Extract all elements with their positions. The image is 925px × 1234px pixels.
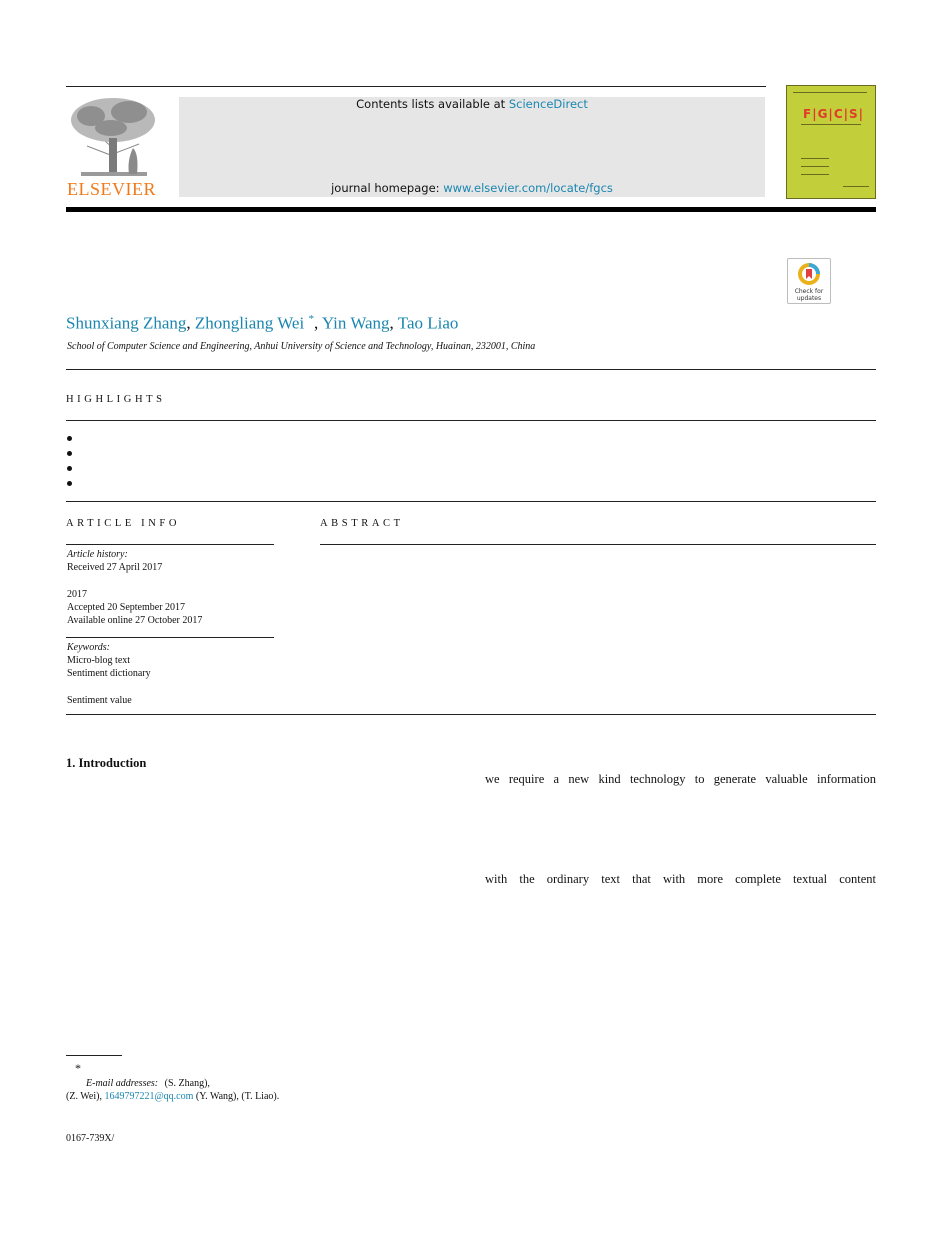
elsevier-tree-logo — [67, 96, 159, 178]
divider — [66, 544, 274, 545]
top-rule — [66, 86, 766, 87]
accepted-date: Accepted 20 September 2017 — [67, 602, 186, 613]
highlight-bullet — [67, 466, 72, 471]
divider — [66, 714, 876, 715]
keyword: Sentiment dictionary — [67, 668, 151, 679]
email-label: E-mail addresses: — [86, 1078, 159, 1089]
homepage-prefix: journal homepage: — [331, 181, 440, 195]
divider — [66, 637, 274, 638]
body-text-line: with the ordinary text that with more complete textual content — [485, 872, 876, 886]
footnote-text: (Z. Wei), — [66, 1091, 102, 1102]
author-name[interactable]: Yin Wang — [321, 313, 390, 333]
sciencedirect-link[interactable]: ScienceDirect — [508, 97, 588, 111]
keywords-label: Keywords: — [67, 642, 110, 653]
keyword: Micro-blog text — [67, 655, 131, 666]
body-text-line: we require a new kind technology to generate valuable information — [485, 772, 876, 786]
journal-homepage-link[interactable]: www.elsevier.com/locate/fgcs — [443, 181, 613, 195]
cover-line — [793, 92, 867, 93]
revised-year: 2017 — [67, 589, 87, 600]
footnote-email-line — [66, 1090, 279, 1103]
abstract-heading: ABSTRACT — [320, 518, 404, 529]
cover-line — [801, 166, 829, 167]
publisher-name: ELSEVIER — [67, 179, 156, 199]
received-date: Received 27 April 2017 — [67, 562, 163, 573]
email-link[interactable]: 1649797221@qq.com — [104, 1091, 194, 1102]
divider — [66, 369, 876, 370]
contents-line — [179, 97, 765, 111]
divider — [66, 501, 876, 502]
cover-title: F|G|C|S| — [803, 107, 865, 121]
divider — [66, 420, 876, 421]
homepage-line — [179, 181, 765, 195]
available-online-date: Available online 27 October 2017 — [67, 615, 203, 626]
cover-line — [843, 186, 869, 187]
journal-banner — [179, 97, 765, 197]
highlight-bullet — [67, 451, 72, 456]
cover-line — [801, 158, 829, 159]
check-updates-label: Check for updates — [794, 288, 824, 302]
author-name[interactable]: Zhongliang Wei — [194, 313, 305, 333]
header-thick-rule — [66, 207, 876, 212]
section-title: 1. Introduction — [66, 756, 147, 770]
author-name[interactable]: Tao Liao — [397, 313, 459, 333]
cover-line — [801, 124, 861, 125]
affiliation: School of Computer Science and Engineering, Anhui University of Science and Technology, Huainan, 232001, China — [67, 341, 536, 352]
footnote-text: (S. Zhang), — [164, 1078, 210, 1089]
highlights-heading: HIGHLIGHTS — [66, 394, 166, 405]
contents-prefix: Contents lists available at — [356, 97, 506, 111]
article-history-label: Article history: — [67, 549, 128, 560]
footnote-mark: * — [75, 1061, 81, 1075]
corresponding-author-mark[interactable]: * — [308, 313, 314, 325]
journal-cover — [786, 85, 876, 199]
issn: 0167-739X/ — [66, 1133, 115, 1144]
check-updates-icon — [797, 262, 821, 286]
cover-line — [801, 174, 829, 175]
article-info-heading: ARTICLE INFO — [66, 518, 181, 529]
highlight-bullet — [67, 481, 72, 486]
keyword: Sentiment value — [67, 695, 132, 706]
footnote-text: (Y. Wang), (T. Liao). — [195, 1091, 280, 1102]
author-list: Shunxiang Zhang, Zhongliang Wei *, Yin Wang, Tao Liao — [66, 313, 459, 333]
footnote-rule — [66, 1055, 122, 1056]
highlight-bullet — [67, 436, 72, 441]
footnote-email-line — [86, 1077, 210, 1090]
divider — [320, 544, 876, 545]
author-name[interactable]: Shunxiang Zhang — [66, 313, 187, 333]
check-for-updates-badge[interactable] — [787, 258, 831, 304]
